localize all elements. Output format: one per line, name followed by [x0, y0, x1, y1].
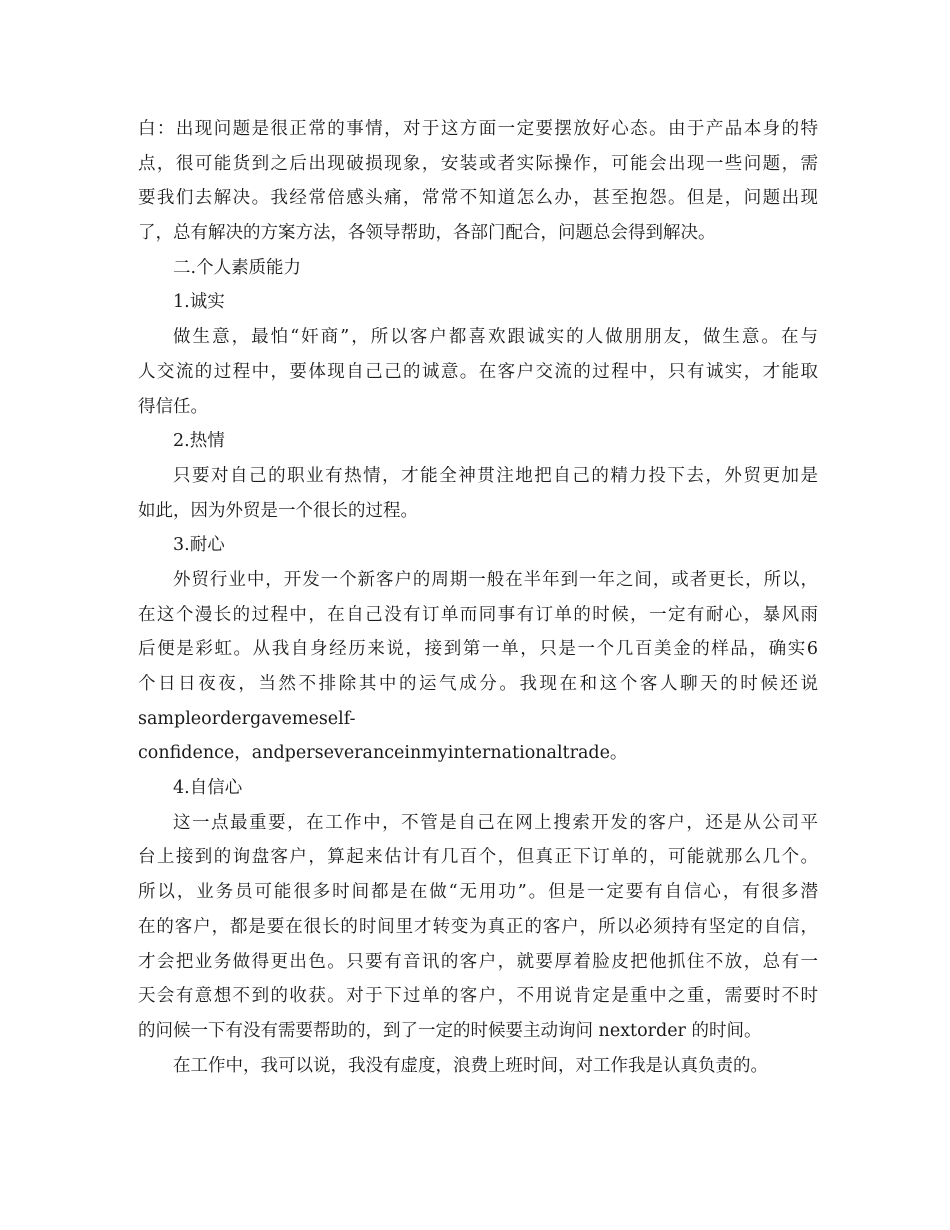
- paragraph-line: 台上接到的询盘客户，算起来估计有几百个，但真正下订单的，可能就那么几个。: [138, 847, 818, 868]
- paragraph-line: 天会有意想不到的收获。对于下过单的客户，不用说肯定是重中之重，需要时不时: [138, 986, 818, 1007]
- paragraph-line: 白：出现问题是很正常的事情，对于这方面一定要摆放好心态。由于产品本身的特: [138, 119, 818, 139]
- subsection-heading: 4.自信心: [173, 778, 243, 799]
- paragraph-line: 要我们去解决。我经常倍感头痛，常常不知道怎么办，甚至抱怨。但是，问题出现: [138, 188, 818, 209]
- paragraph-line: 这一点最重要，在工作中，不管是自己在网上搜索开发的客户，还是从公司平: [173, 812, 818, 833]
- paragraph-line: confidence，andperseveranceinmyinternationaltrade。: [138, 743, 628, 764]
- paragraph-line: 如此，因为外贸是一个很长的过程。: [138, 500, 418, 521]
- document-body: [138, 112, 818, 1083]
- paragraph-line: 后便是彩虹。从我自身经历来说，接到第一单，只是一个几百美金的样品，确实6: [138, 639, 818, 660]
- paragraph-line: 人交流的过程中，要体现自己己的诚意。在客户交流的过程中，只有诚实，才能取: [138, 361, 818, 382]
- paragraph-line: 才会把业务做得更出色。只要有音讯的客户，就要厚着脸皮把他抓住不放，总有一: [138, 951, 818, 972]
- subsection-heading: 3.耐心: [173, 535, 225, 556]
- paragraph-line: sampleordergavemeself-: [138, 708, 356, 729]
- section-heading: 二.个人素质能力: [173, 257, 302, 278]
- paragraph-line: 得信任。: [138, 396, 208, 417]
- paragraph-line: 点，很可能货到之后出现破损现象，安装或者实际操作，可能会出现一些问题，需: [138, 153, 818, 174]
- paragraph-line: 在的客户，都是要在很长的时间里才转变为真正的客户，所以必须持有坚定的自信，: [138, 916, 818, 937]
- paragraph-line: 在工作中，我可以说，我没有虚度，浪费上班时间，对工作我是认真负责的。: [173, 1055, 768, 1076]
- subsection-heading: 2.热情: [173, 431, 225, 452]
- paragraph-line: 外贸行业中，开发一个新客户的周期一般在半年到一年之间，或者更长，所以，: [173, 569, 818, 590]
- paragraph-line: 个日日夜夜，当然不排除其中的运气成分。我现在和这个客人聊天的时候还说: [138, 674, 818, 694]
- subsection-heading: 1.诚实: [173, 292, 225, 313]
- paragraph-line: 做生意，最怕“奸商”，所以客户都喜欢跟诚实的人做朋朋友，做生意。在与: [173, 327, 818, 348]
- paragraph-line: 只要对自己的职业有热情，才能全神贯注地把自己的精力投下去，外贸更加是: [173, 465, 818, 486]
- paragraph-line: 所以，业务员可能很多时间都是在做“无用功”。但是一定要有自信心，有很多潜: [138, 882, 818, 903]
- paragraph-line: 在这个漫长的过程中，在自己没有订单而同事有订单的时候，一定有耐心，暴风雨: [138, 604, 818, 625]
- paragraph-line: 了，总有解决的方案方法，各领导帮助，各部门配合，问题总会得到解决。: [138, 223, 716, 244]
- paragraph-line: 的问候一下有没有需要帮助的，到了一定的时候要主动询问 nextorder 的时间。: [138, 1020, 762, 1041]
